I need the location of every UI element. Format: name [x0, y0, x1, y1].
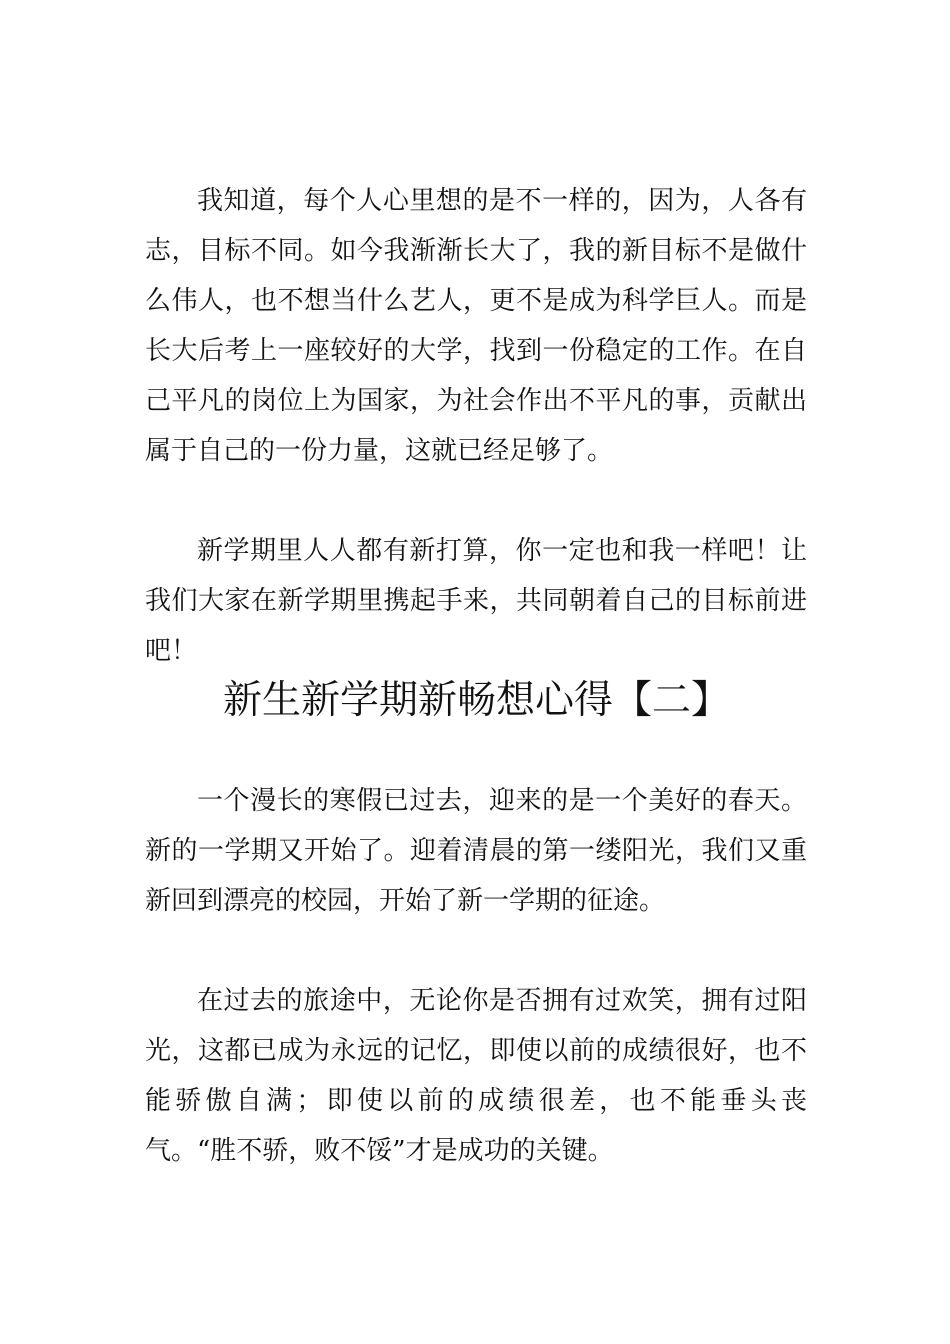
- section-heading: 新生新学期新畅想心得【二】: [223, 678, 731, 723]
- document-body: [145, 176, 807, 1176]
- paragraph-new-plans: 新学期里人人都有新打算，你一定也和我一样吧！让我们大家在新学期里携起手来，共同朝着自己的目标前进吧！: [145, 536, 807, 666]
- paragraph-new-semester: 一个漫长的寒假已过去，迎来的是一个美好的春天。新的一学期又开始了。迎着清晨的第一缕阳光，我们又重新回到漂亮的校园，开始了新一学期的征途。: [145, 786, 807, 916]
- paragraph-past-journey: 在过去的旅途中，无论你是否拥有过欢笑，拥有过阳光，这都已成为永远的记忆，即使以前的成绩很好，也不能骄傲自满；即使以前的成绩很差，也不能垂头丧气。“胜不骄，败不馁”才是成功的关键。: [145, 986, 807, 1166]
- paragraph-goals: 我知道，每个人心里想的是不一样的，因为，人各有志，目标不同。如今我渐渐长大了，我的新目标不是做什么伟人，也不想当什么艺人，更不是成为科学巨人。而是长大后考上一座较好的大学，找到一份稳定的工作。在自己平凡的岗位上为国家，为社会作出不平凡的事，贡献出属于自己的一份力量，这就已经足够了。: [145, 186, 807, 466]
